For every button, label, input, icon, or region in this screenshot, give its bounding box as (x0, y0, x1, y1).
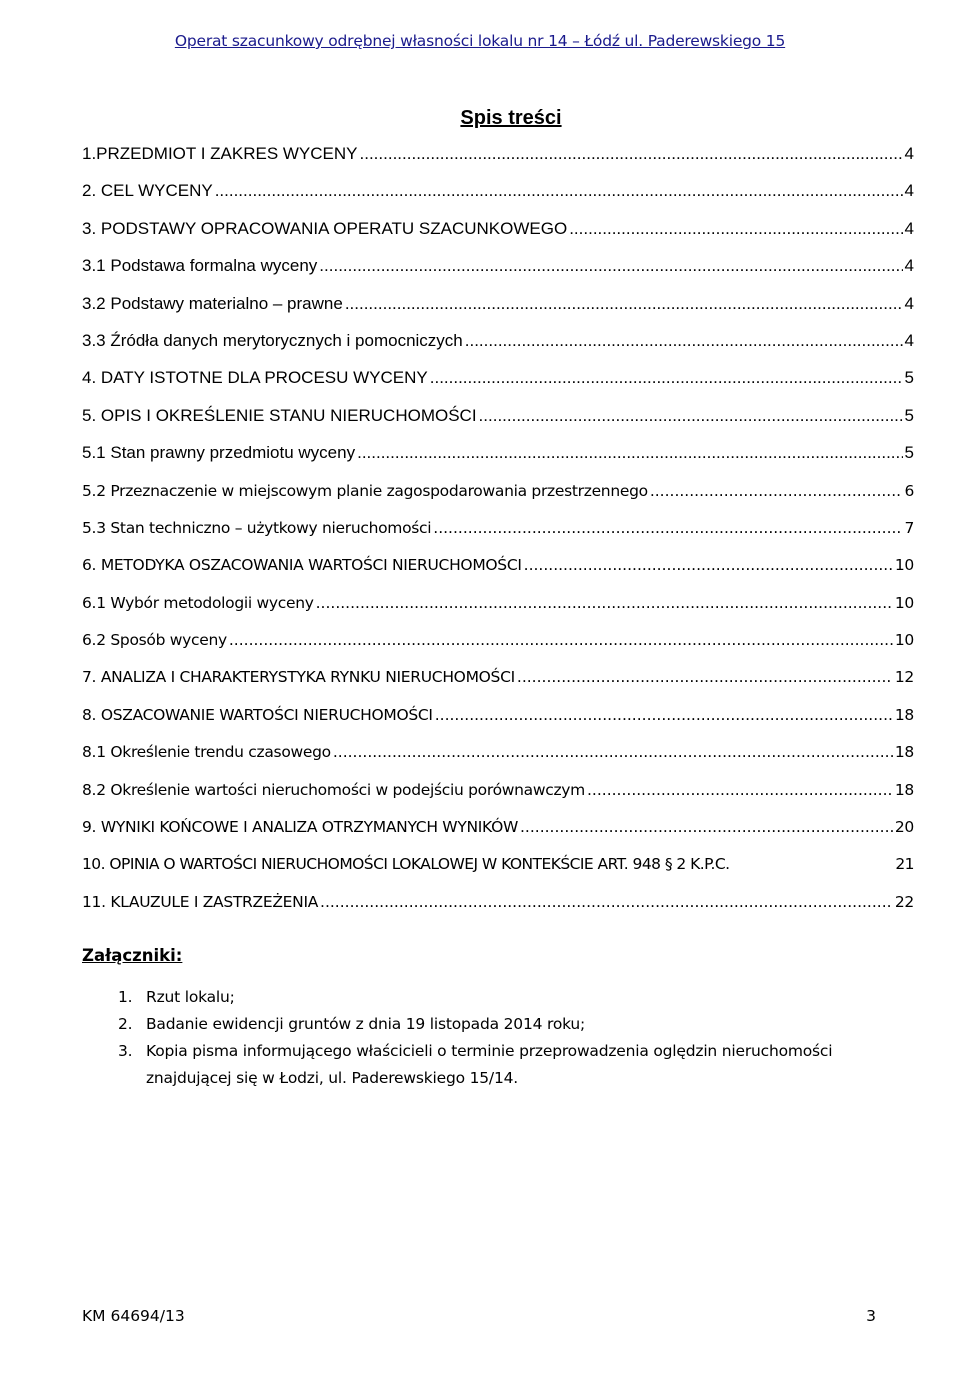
toc-entry-page: 20 (894, 818, 914, 837)
toc-entry-label: 8. OSZACOWANIE WARTOŚCI NIERUCHOMOŚCI (82, 705, 433, 724)
toc-entry-label: 1.PRZEDMIOT I ZAKRES WYCENY (82, 144, 358, 163)
toc-entry-label: 11. KLAUZULE I ZASTRZEŻENIA (82, 892, 319, 911)
toc-entry[interactable] (82, 176, 914, 213)
toc-entry-page: 4 (904, 256, 914, 276)
toc-entry[interactable] (82, 662, 914, 699)
document-header: Operat szacunkowy odrębnej własności lokalu nr 14 – Łódź ul. Paderewskiego 15 (174, 32, 786, 50)
toc-entry-page: 18 (894, 705, 914, 724)
toc-entry[interactable] (82, 139, 914, 176)
list-item-number: 1. (118, 988, 133, 1006)
toc-entry-page: 18 (894, 743, 914, 762)
toc-entry-label: 3. PODSTAWY OPRACOWANIA OPERATU SZACUNKOWEGO (82, 218, 568, 238)
toc-leader-dots (433, 513, 902, 543)
toc-leader-dots (465, 326, 903, 356)
attachments-list (82, 984, 914, 1092)
toc-entry[interactable] (82, 363, 914, 400)
toc-entry-page: 5 (904, 368, 914, 388)
list-item (82, 1038, 914, 1092)
toc-entry-page: 10 (894, 631, 914, 650)
toc-entry-page: 4 (904, 330, 914, 350)
toc-entry-label: 6.2 Sposób wyceny (82, 631, 227, 650)
toc-entry[interactable] (82, 251, 914, 288)
toc-leader-dots (229, 625, 893, 655)
toc-entry-label: 5.3 Stan techniczno – użytkowy nieruchomości (82, 518, 432, 537)
list-item-text: Kopia pisma informującego właścicieli o terminie przeprowadzenia oględzin nieruchomości znajdującej się w Łodzi, ul. Paderewskiego 15/14. (146, 1042, 833, 1087)
toc-entry-page: 6 (904, 481, 914, 500)
toc-entry[interactable] (82, 737, 914, 774)
list-item-text: Badanie ewidencji gruntów z dnia 19 listopada 2014 roku; (146, 1015, 586, 1033)
toc-entry-label: 10. OPINIA O WARTOŚCI NIERUCHOMOŚCI LOKALOWEJ W KONTEKŚCIE ART. 948 § 2 K.P.C. (82, 855, 730, 874)
table-of-contents (82, 139, 914, 924)
toc-leader-dots (520, 812, 893, 842)
toc-leader-dots (524, 550, 893, 580)
toc-leader-dots (479, 401, 903, 431)
toc-entry-page: 12 (894, 668, 914, 687)
toc-entry[interactable] (82, 214, 914, 251)
toc-entry-page: 4 (904, 293, 914, 313)
toc-leader-dots (319, 251, 902, 281)
toc-entry-page: 7 (904, 518, 914, 537)
toc-leader-dots (316, 588, 893, 618)
toc-entry[interactable] (82, 401, 914, 438)
toc-entry-label: 5. OPIS I OKREŚLENIE STANU NIERUCHOMOŚCI (82, 405, 477, 425)
toc-entry-label: 3.2 Podstawy materialno – prawne (82, 293, 343, 313)
toc-leader-dots (345, 289, 903, 319)
footer-page-number: 3 (866, 1307, 876, 1325)
toc-entry-label: 8.1 Określenie trendu czasowego (82, 743, 331, 762)
toc-entry-label: 2. CEL WYCENY (82, 181, 213, 201)
toc-entry-page: 10 (894, 593, 914, 612)
toc-entry[interactable] (82, 849, 914, 886)
toc-entry[interactable] (82, 289, 914, 326)
list-item-text: Rzut lokalu; (146, 988, 235, 1006)
toc-entry-page: 4 (904, 144, 914, 163)
toc-leader-dots (320, 887, 893, 917)
toc-entry[interactable] (82, 326, 914, 363)
toc-entry[interactable] (82, 775, 914, 812)
toc-leader-dots (357, 438, 902, 468)
toc-entry-page: 5 (904, 443, 914, 463)
toc-entry-page: 22 (894, 892, 914, 911)
toc-entry-label: 8.2 Określenie wartości nieruchomości w podejściu porównawczym (82, 780, 585, 799)
toc-leader-dots (517, 662, 893, 692)
toc-entry-page: 4 (904, 218, 914, 238)
toc-title: Spis treści (460, 107, 562, 129)
toc-entry-label: 6. METODYKA OSZACOWANIA WARTOŚCI NIERUCHOMOŚCI (82, 556, 522, 575)
list-item (82, 1011, 914, 1038)
toc-entry[interactable] (82, 812, 914, 849)
toc-entry[interactable] (82, 476, 914, 513)
toc-leader-dots (333, 737, 893, 767)
toc-entry[interactable] (82, 625, 914, 662)
footer-reference: KM 64694/13 (82, 1307, 185, 1325)
toc-entry-page: 18 (894, 780, 914, 799)
toc-entry[interactable] (82, 700, 914, 737)
list-item-number: 3. (118, 1042, 133, 1060)
toc-leader-dots (360, 139, 903, 169)
toc-entry-label: 9. WYNIKI KOŃCOWE I ANALIZA OTRZYMANYCH WYNIKÓW (82, 818, 518, 837)
toc-entry-label: 7. ANALIZA I CHARAKTERYSTYKA RYNKU NIERUCHOMOŚCI (82, 668, 515, 687)
list-item (82, 984, 914, 1011)
attachments-title: Załączniki: (82, 946, 183, 965)
toc-leader-dots (569, 214, 902, 244)
toc-entry-page: 21 (895, 855, 914, 874)
toc-entry-label: 6.1 Wybór metodologii wyceny (82, 593, 314, 612)
toc-entry[interactable] (82, 513, 914, 550)
toc-entry-label: 3.3 Źródła danych merytorycznych i pomocniczych (82, 330, 463, 350)
toc-entry-page: 10 (894, 556, 914, 575)
toc-entry-label: 5.1 Stan prawny przedmiotu wyceny (82, 443, 356, 463)
toc-entry[interactable] (82, 550, 914, 587)
toc-leader-dots (215, 176, 903, 206)
toc-leader-dots (435, 700, 893, 730)
list-item-number: 2. (118, 1015, 133, 1033)
toc-entry-label: 4. DATY ISTOTNE DLA PROCESU WYCENY (82, 368, 428, 388)
toc-leader-dots (650, 476, 903, 506)
toc-entry-label: 5.2 Przeznaczenie w miejscowym planie zagospodarowania przestrzennego (82, 481, 648, 500)
toc-entry[interactable] (82, 438, 914, 475)
toc-entry-page: 4 (904, 181, 914, 201)
toc-entry-page: 5 (904, 405, 914, 425)
toc-leader-dots (587, 775, 893, 805)
toc-leader-dots (430, 363, 903, 393)
toc-entry[interactable] (82, 887, 914, 924)
toc-entry-label: 3.1 Podstawa formalna wyceny (82, 256, 318, 276)
toc-entry[interactable] (82, 588, 914, 625)
